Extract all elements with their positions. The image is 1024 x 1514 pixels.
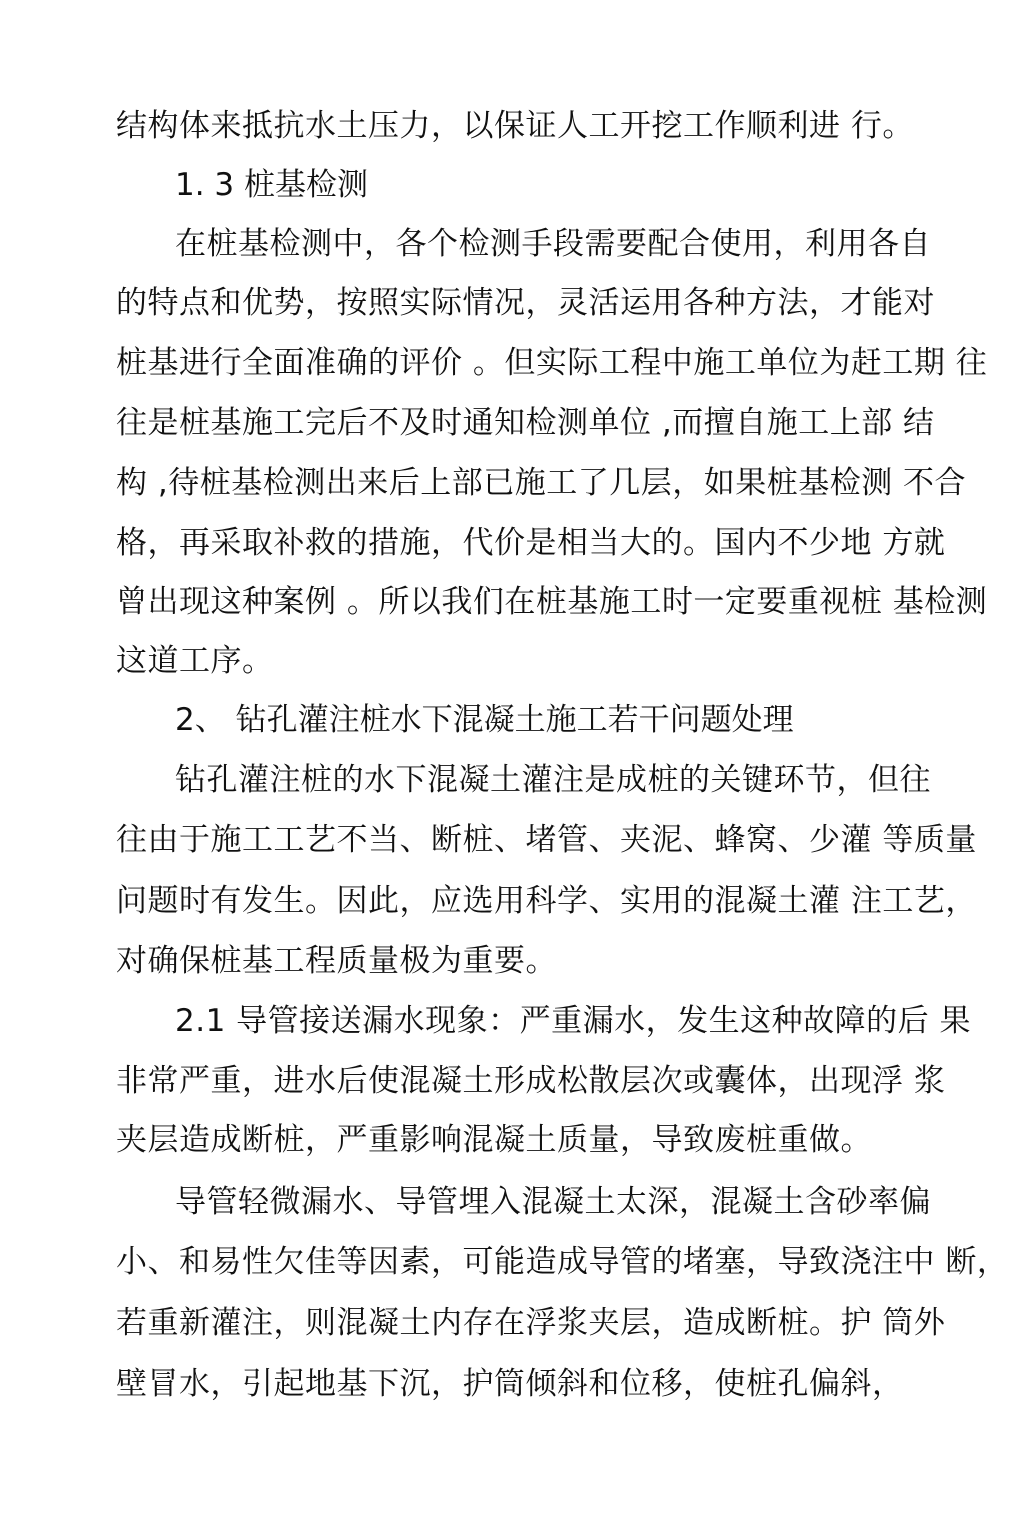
text-line: 小、和易性欠佳等因素，可能造成导管的堵塞，导致浇注中 断， [116, 1244, 1009, 1280]
text-line: 构 ,待桩基检测出来后上部已施工了几层，如果桩基检测 不合 [116, 465, 967, 501]
text-line: 结构体来抵抗水土压力，以保证人工开挖工作顺利进 行。 [116, 108, 914, 144]
text-line: 往由于施工工艺不当、断桩、堵管、夹泥、蜂窝、少灌 等质量 [116, 822, 977, 858]
text-line: 格，再采取补救的措施，代价是相当大的。国内不少地 方就 [116, 525, 946, 561]
section-heading-1-3: 1. 3 桩基检测 [175, 167, 369, 203]
text-line: 钻孔灌注桩的水下混凝土灌注是成桩的关键环节，但往 [175, 762, 931, 798]
text-line: 若重新灌注，则混凝土内存在浮浆夹层，造成断桩。护 筒外 [116, 1305, 946, 1341]
text-line: 对确保桩基工程质量极为重要。 [116, 943, 557, 979]
text-line: 壁冒水，引起地基下沉，护筒倾斜和位移，使桩孔偏斜， [116, 1366, 904, 1402]
text-line: 往是桩基施工完后不及时通知检测单位 ,而擅自施工上部 结 [116, 405, 935, 441]
text-line: 2.1 导管接送漏水现象：严重漏水，发生这种故障的后 果 [175, 1003, 972, 1039]
text-line: 非常严重，进水后使混凝土形成松散层次或囊体，出现浮 浆 [116, 1063, 946, 1099]
text-line: 的特点和优势，按照实际情况，灵活运用各种方法，才能对 [116, 285, 935, 321]
text-line: 桩基进行全面准确的评价 。但实际工程中施工单位为赶工期 往 [116, 345, 988, 381]
text-line: 导管轻微漏水、导管埋入混凝土太深，混凝土含砂率偏 [175, 1184, 931, 1220]
text-line: 这道工序。 [116, 643, 274, 679]
text-line: 在桩基检测中，各个检测手段需要配合使用，利用各自 [175, 226, 931, 262]
text-line: 夹层造成断桩，严重影响混凝土质量，导致废桩重做。 [116, 1122, 872, 1158]
text-line: 曾出现这种案例 。所以我们在桩基施工时一定要重视桩 基检测 [116, 584, 988, 620]
section-heading-2: 2、 钻孔灌注桩水下混凝土施工若干问题处理 [175, 702, 794, 738]
text-line: 问题时有发生。因此，应选用科学、实用的混凝土灌 注工艺， [116, 883, 977, 919]
